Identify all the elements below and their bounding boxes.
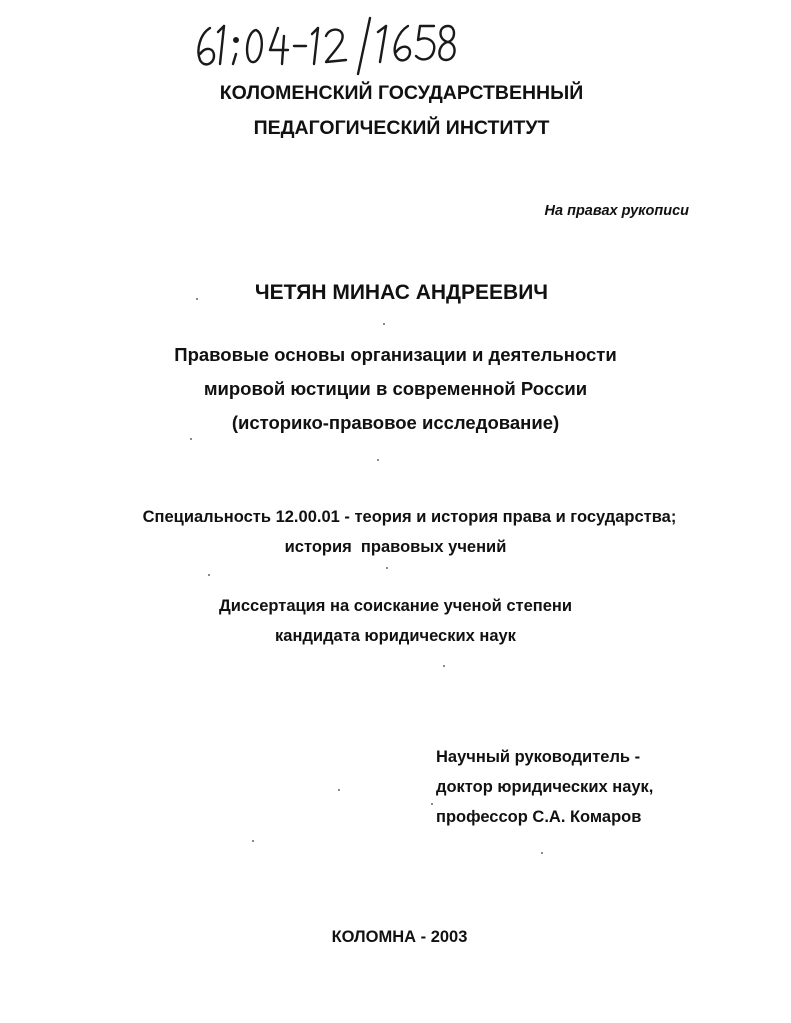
dissertation-line-1: Диссертация на соискание ученой степени [218, 597, 573, 615]
scan-speck [252, 840, 254, 842]
institution-line-1: КОЛОМЕНСКИЙ ГОСУДАРСТВЕННЫЙ [219, 82, 584, 104]
advisor-line-2: доктор юридических наук, [436, 778, 654, 796]
scan-speck [190, 438, 192, 440]
specialty-line-2: история правовых учений [284, 538, 507, 556]
scan-speck [443, 665, 445, 667]
scan-speck [386, 567, 388, 569]
scan-speck [383, 323, 385, 325]
title-line-2: мировой юстиции в современной России [203, 378, 588, 399]
scan-speck [196, 298, 198, 300]
advisor-line-1: Научный руководитель - [436, 748, 641, 766]
dissertation-line-2: кандидата юридических наук [275, 627, 516, 645]
scan-speck [431, 803, 433, 805]
rights-notice: На правах рукописи [544, 203, 689, 219]
specialty-line-1: Специальность 12.00.01 - теория и история права и государства; [142, 508, 677, 526]
handwritten-archive-mark [190, 14, 460, 76]
author-name: ЧЕТЯН МИНАС АНДРЕЕВИЧ [254, 281, 549, 304]
advisor-line-3: профессор С.А. Комаров [436, 808, 642, 826]
institution-line-2: ПЕДАГОГИЧЕСКИЙ ИНСТИТУТ [253, 117, 550, 139]
scan-speck [338, 789, 340, 791]
archive-mark-text: 61:04-12/1658 [190, 74, 197, 75]
title-line-3: (историко-правовое исследование) [231, 412, 560, 433]
title-line-1: Правовые основы организации и деятельности [174, 344, 617, 365]
scan-speck [377, 459, 379, 461]
scan-speck [208, 574, 210, 576]
city-year: КОЛОМНА - 2003 [331, 928, 468, 946]
scan-speck [541, 852, 543, 854]
